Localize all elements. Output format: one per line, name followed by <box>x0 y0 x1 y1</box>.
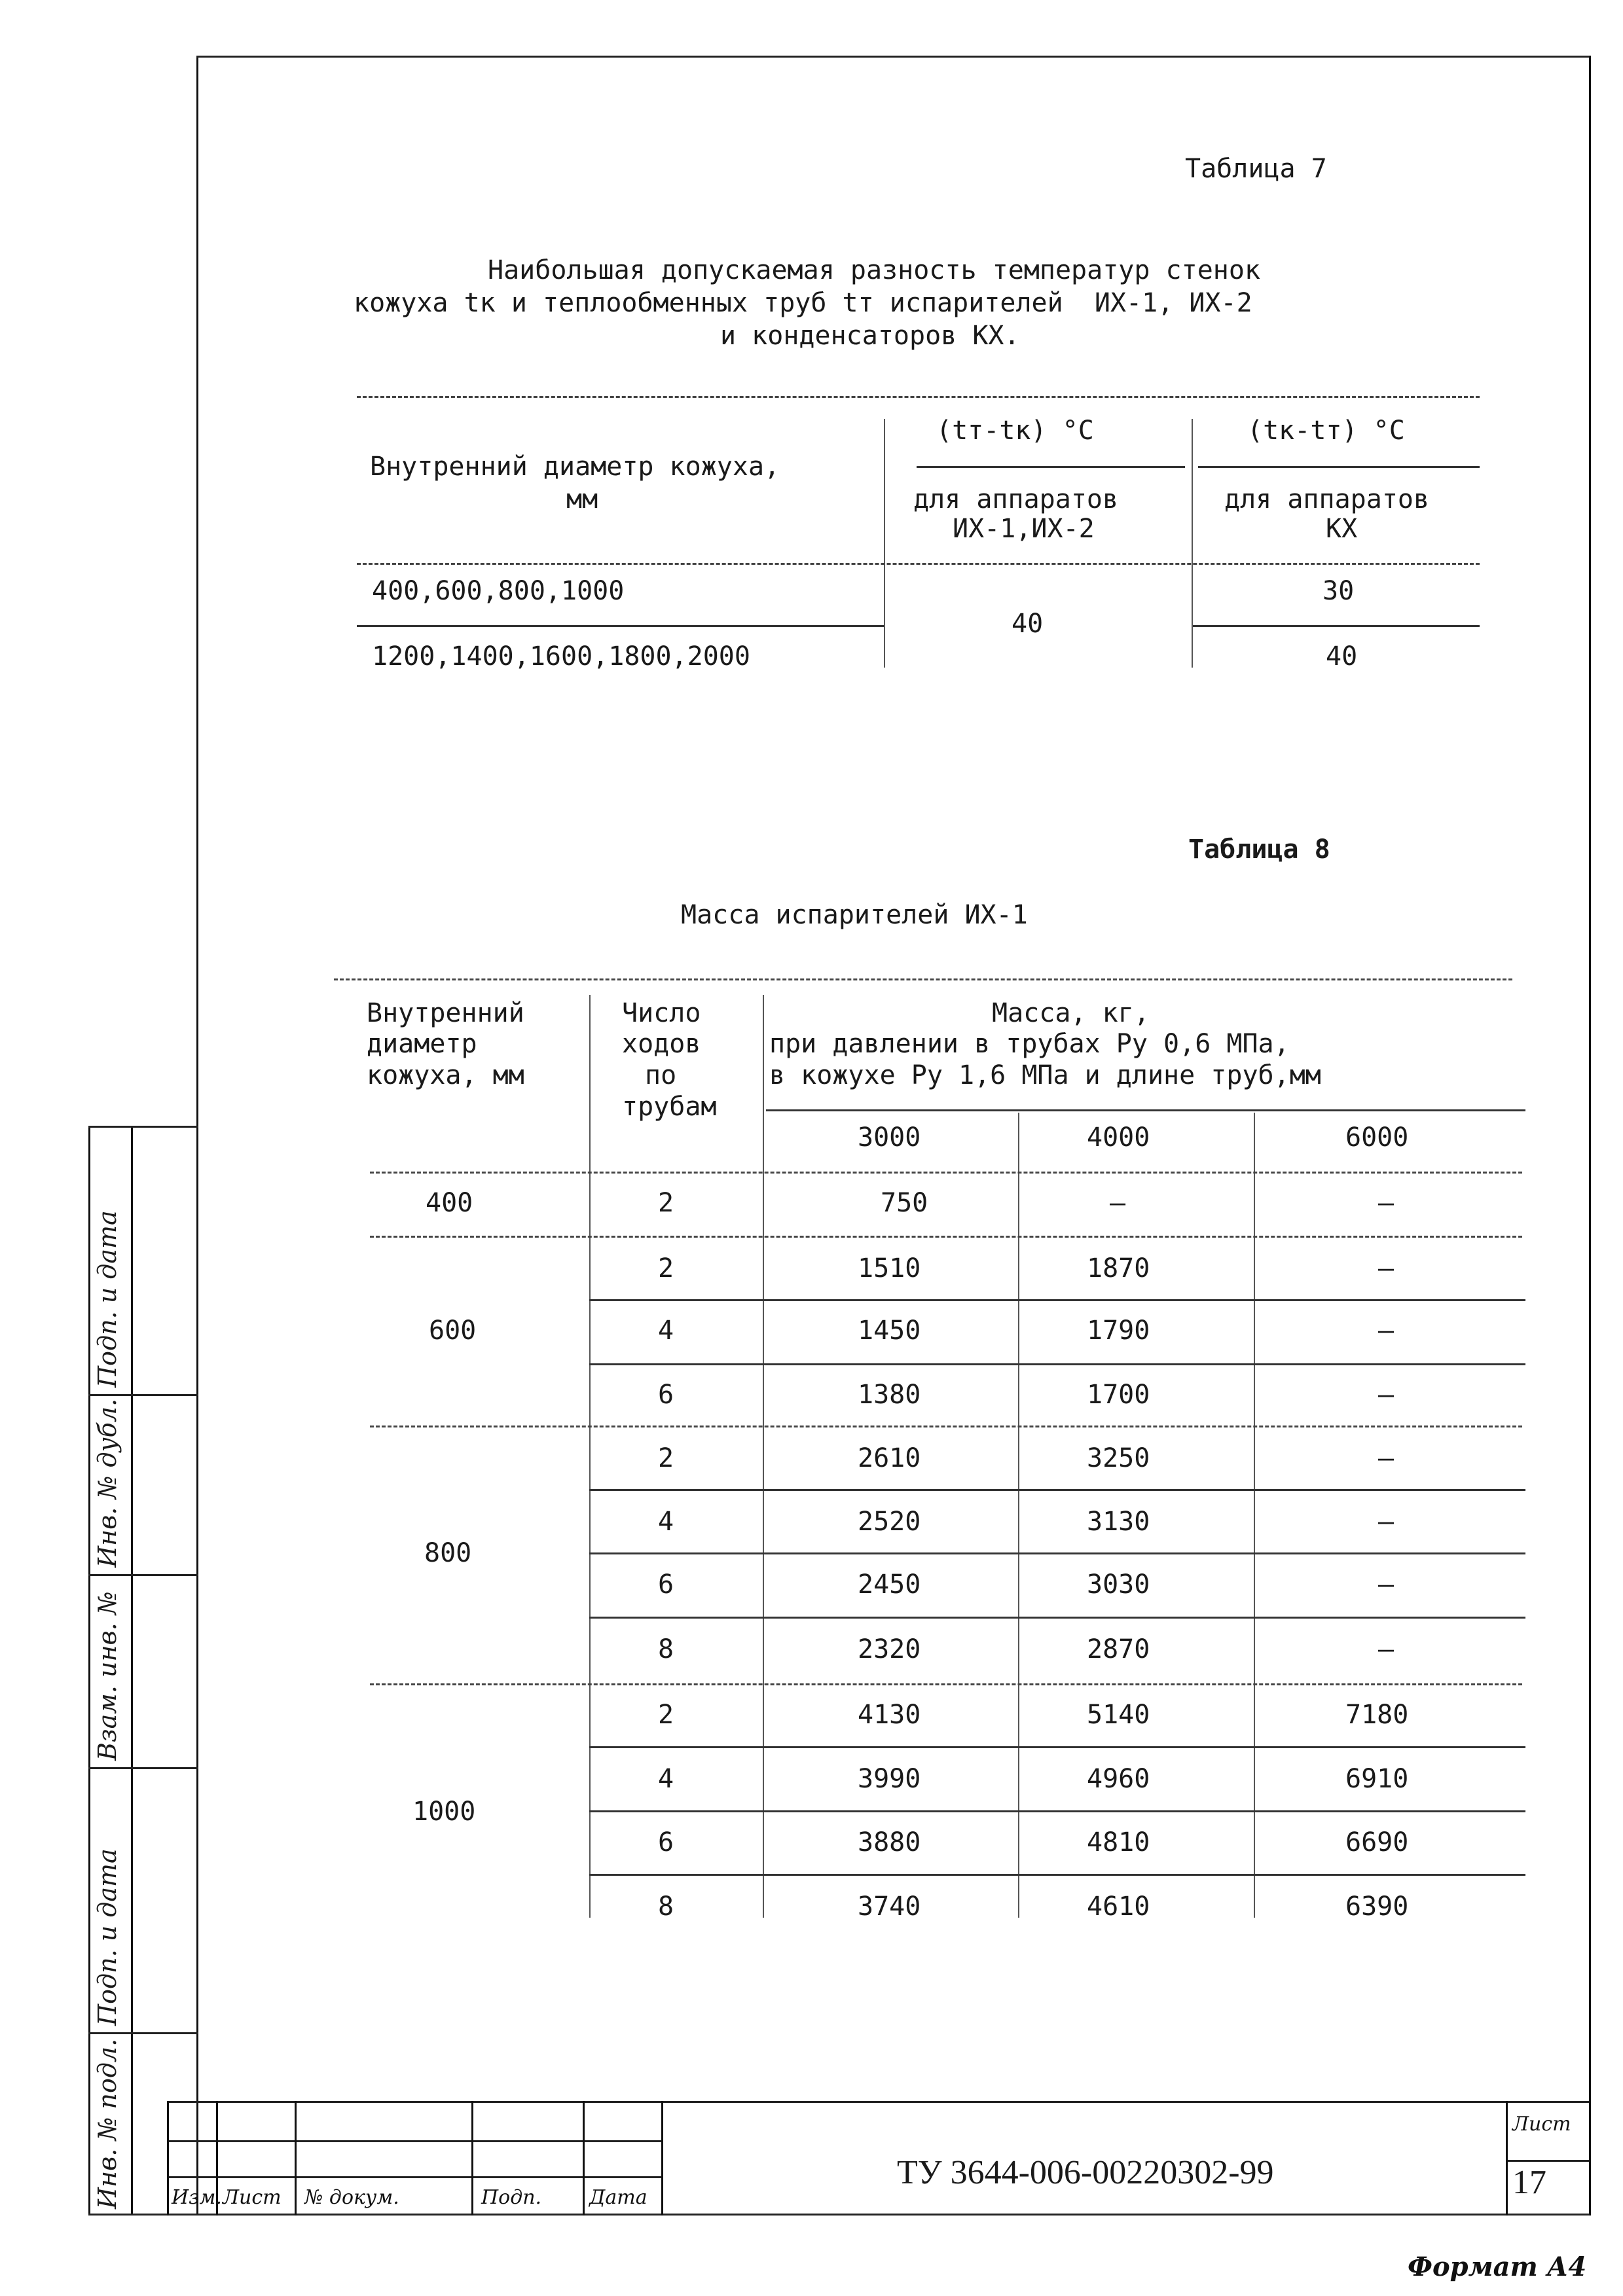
side-stamp-left-border <box>88 1126 90 2215</box>
table8-col-divider-4 <box>1254 1113 1255 1918</box>
table8-diameter-1000: 1000 <box>412 1797 476 1827</box>
table8-mass-6000: 6390 <box>1345 1892 1409 1922</box>
table8-mass-4000: 4960 <box>1087 1764 1150 1794</box>
table8-passes: 8 <box>658 1892 674 1922</box>
table8-passes: 8 <box>658 1634 674 1664</box>
table7-head-rule <box>357 563 1480 565</box>
table8-group-rule-3 <box>370 1683 1522 1685</box>
table8-mass-6000: 6910 <box>1345 1764 1409 1794</box>
table7-ix-merged: 40 <box>1012 609 1044 639</box>
stamp-row1 <box>167 2140 661 2142</box>
table7-row-rule-kx <box>1193 625 1480 627</box>
table8-diameter-800: 800 <box>424 1538 472 1568</box>
table8-mass-6000: – <box>1378 1380 1395 1410</box>
side-field-inv-podl: Инв. № подл. <box>93 2038 122 2209</box>
table8-mass-3000: 2520 <box>858 1507 921 1537</box>
table8-mass-3000: 3990 <box>858 1764 921 1794</box>
stamp-label-doc: № докум. <box>304 2186 399 2209</box>
table8-mass-3000: 2320 <box>858 1634 921 1664</box>
table8-head-col2-line1: Число <box>622 998 701 1028</box>
table8-label: Таблица 8 <box>1188 834 1330 865</box>
table8-mass-3000: 2610 <box>858 1443 921 1473</box>
stamp-sheet-label: Лист <box>1512 2113 1571 2136</box>
table7-title-line3: и конденсаторов КХ. <box>720 321 1020 351</box>
table7-label: Таблица 7 <box>1185 154 1327 184</box>
table8-mass-4000: 1700 <box>1087 1380 1150 1410</box>
table7-head-col3-top: (tк-tт) °С <box>1247 416 1405 446</box>
table8-row-rule <box>589 1746 1525 1748</box>
table8-mass-4000: 3130 <box>1087 1507 1150 1537</box>
table8-passes: 2 <box>658 1253 674 1283</box>
stamp-label-podp: Подп. <box>481 2186 542 2209</box>
table8-head-col2-line2: ходов <box>622 1029 701 1059</box>
table8-passes: 4 <box>658 1764 674 1794</box>
table7-head-col2-line1: для аппаратов <box>913 484 1119 514</box>
table8-passes: 6 <box>658 1827 674 1857</box>
stamp-top <box>167 2101 1589 2103</box>
table8-passes: 4 <box>658 1507 674 1537</box>
table8-mass-6000: 7180 <box>1345 1700 1409 1730</box>
table8-col-divider-3 <box>1018 1113 1019 1918</box>
table8-mass-4000: 4810 <box>1087 1827 1150 1857</box>
table8-length-4000: 4000 <box>1087 1122 1150 1153</box>
stamp-col-1 <box>167 2101 169 2215</box>
table8-mass-4000: 1790 <box>1087 1316 1150 1346</box>
stamp-col-4 <box>471 2101 473 2215</box>
stamp-row2 <box>167 2176 661 2178</box>
table8-mass-4000: 5140 <box>1087 1700 1150 1730</box>
table7-row1-kx: 30 <box>1322 576 1355 606</box>
table8-mass-6000: 6690 <box>1345 1827 1409 1857</box>
table8-head-mass-line1: Масса, кг, <box>992 998 1150 1028</box>
table8-row-rule <box>589 1617 1525 1619</box>
table8-col-divider-2 <box>763 995 764 1918</box>
frame-top-border <box>196 56 1591 58</box>
table8-group-rule-1 <box>370 1236 1522 1238</box>
table8-row-rule <box>589 1552 1525 1554</box>
table7-row1-diameter: 400,600,800,1000 <box>372 576 625 606</box>
side-stamp-middle-border <box>131 1126 133 2215</box>
table8-row-rule <box>589 1489 1525 1491</box>
table8-mass-6000: – <box>1378 1634 1395 1664</box>
table8-top-rule <box>334 978 1512 980</box>
side-stamp-div1 <box>88 1394 198 1396</box>
table7-head-col2-rule <box>917 466 1185 468</box>
stamp-label-data: Дата <box>589 2186 647 2209</box>
side-stamp-div3 <box>88 1767 198 1769</box>
table8-passes: 2 <box>658 1188 674 1218</box>
table7-title-line1: Наибольшая допускаемая разность температур стенок <box>488 255 1261 285</box>
table7-row2-kx: 40 <box>1326 641 1358 672</box>
table7-row2-diameter: 1200,1400,1600,1800,2000 <box>372 641 750 672</box>
side-field-podp-data-2: Подп. и дата <box>93 1848 122 2026</box>
table8-mass-4000: 2870 <box>1087 1634 1150 1664</box>
table8-mass-6000: – <box>1378 1507 1395 1537</box>
table8-row-rule <box>589 1363 1525 1365</box>
stamp-sheet-number: 17 <box>1512 2164 1546 2201</box>
table8-head-col1-line2: диаметр <box>367 1029 477 1059</box>
stamp-col-3 <box>295 2101 297 2215</box>
table8-mass-4000: 3030 <box>1087 1570 1150 1600</box>
table8-diameter-400: 400 <box>426 1188 473 1218</box>
table8-row-rule <box>589 1810 1525 1812</box>
stamp-col-sheet <box>1506 2101 1508 2215</box>
table8-mass-4000: 4610 <box>1087 1892 1150 1922</box>
table8-diameter-600: 600 <box>429 1316 477 1346</box>
table7-col-divider-2 <box>1192 419 1193 668</box>
table8-mass-6000: – <box>1378 1570 1395 1600</box>
table8-passes: 2 <box>658 1700 674 1730</box>
stamp-col-6 <box>661 2101 663 2215</box>
table8-head-mass-line3: в кожухе Ру 1,6 МПа и длине труб,мм <box>769 1060 1321 1090</box>
frame-left-border <box>196 56 198 2215</box>
table8-mass-4000: 1870 <box>1087 1253 1150 1283</box>
table8-mass-3000: 1450 <box>858 1316 921 1346</box>
table8-mass-3000: 3740 <box>858 1892 921 1922</box>
table7-head-col2-top: (tт-tк) °С <box>936 416 1094 446</box>
table8-row-rule <box>589 1299 1525 1301</box>
table8-passes: 2 <box>658 1443 674 1473</box>
table7-head-col2-line2: ИХ-1,ИХ-2 <box>953 514 1095 544</box>
table8-mass-3000: 3880 <box>858 1827 921 1857</box>
table8-mass-6000: – <box>1378 1316 1395 1346</box>
table8-head-rule <box>370 1172 1522 1174</box>
table7-head-col3-line1: для аппаратов <box>1224 484 1430 514</box>
side-field-inv-dubl: Инв. № дубл. <box>93 1398 122 1568</box>
stamp-col-5 <box>583 2101 585 2215</box>
stamp-doc-code: ТУ 3644-006-00220302-99 <box>897 2154 1274 2191</box>
table8-group-rule-2 <box>370 1426 1522 1427</box>
table8-mass-6000: – <box>1378 1443 1395 1473</box>
table7-head-col3-rule <box>1198 466 1480 468</box>
table7-head-col1-line1: Внутренний диаметр кожуха, <box>370 452 780 482</box>
table7-title-line2: кожуха tк и теплообменных труб tт испарителей ИХ-1, ИХ-2 <box>354 288 1252 318</box>
table8-head-col2-line4: трубам <box>622 1092 717 1122</box>
table8-head-col1-line1: Внутренний <box>367 998 524 1028</box>
table8-mass-3000: 1380 <box>858 1380 921 1410</box>
table8-mass-3000: 2450 <box>858 1570 921 1600</box>
table7-row-rule <box>357 625 884 627</box>
table8-mass-4000: 3250 <box>1087 1443 1150 1473</box>
table8-title: Масса испарителей ИХ-1 <box>681 900 1028 930</box>
table8-passes: 6 <box>658 1570 674 1600</box>
stamp-label-izm: Изм. <box>172 2186 222 2209</box>
stamp-label-list: Лист <box>223 2186 282 2209</box>
stamp-bottom <box>167 2214 1589 2215</box>
table8-head-mass-rule <box>766 1109 1525 1111</box>
table8-head-col1-line3: кожуха, мм <box>367 1060 524 1090</box>
table7-col-divider-1 <box>884 419 885 668</box>
table8-head-mass-line2: при давлении в трубах Ру 0,6 МПа, <box>769 1029 1290 1059</box>
table8-length-6000: 6000 <box>1345 1122 1409 1153</box>
side-stamp-div4 <box>88 2032 198 2034</box>
table8-mass-3000: 750 <box>881 1188 928 1218</box>
table7-top-rule <box>357 396 1480 398</box>
side-stamp-top <box>88 1126 198 1128</box>
side-field-podp-data-1: Подп. и дата <box>93 1210 122 1388</box>
table8-length-3000: 3000 <box>858 1122 921 1153</box>
side-stamp-div2 <box>88 1574 198 1576</box>
table8-head-col2-line3: по <box>645 1060 677 1090</box>
frame-right-border <box>1589 56 1591 2215</box>
table8-row-rule <box>589 1874 1525 1876</box>
format-label: Формат А4 <box>1408 2251 1587 2282</box>
table8-mass-6000: – <box>1378 1253 1395 1283</box>
table8-mass-3000: 4130 <box>858 1700 921 1730</box>
table7-head-col1-line2: мм <box>566 484 598 514</box>
table8-mass-6000: – <box>1378 1188 1395 1218</box>
table8-mass-3000: 1510 <box>858 1253 921 1283</box>
table8-passes: 4 <box>658 1316 674 1346</box>
stamp-sheet-div <box>1506 2160 1589 2162</box>
table7-head-col3-line2: КХ <box>1326 514 1358 544</box>
table8-passes: 6 <box>658 1380 674 1410</box>
table8-col-divider-1 <box>589 995 591 1918</box>
table8-mass-4000: – <box>1110 1188 1126 1218</box>
side-field-vzam-inv: Взам. инв. № <box>93 1591 122 1761</box>
